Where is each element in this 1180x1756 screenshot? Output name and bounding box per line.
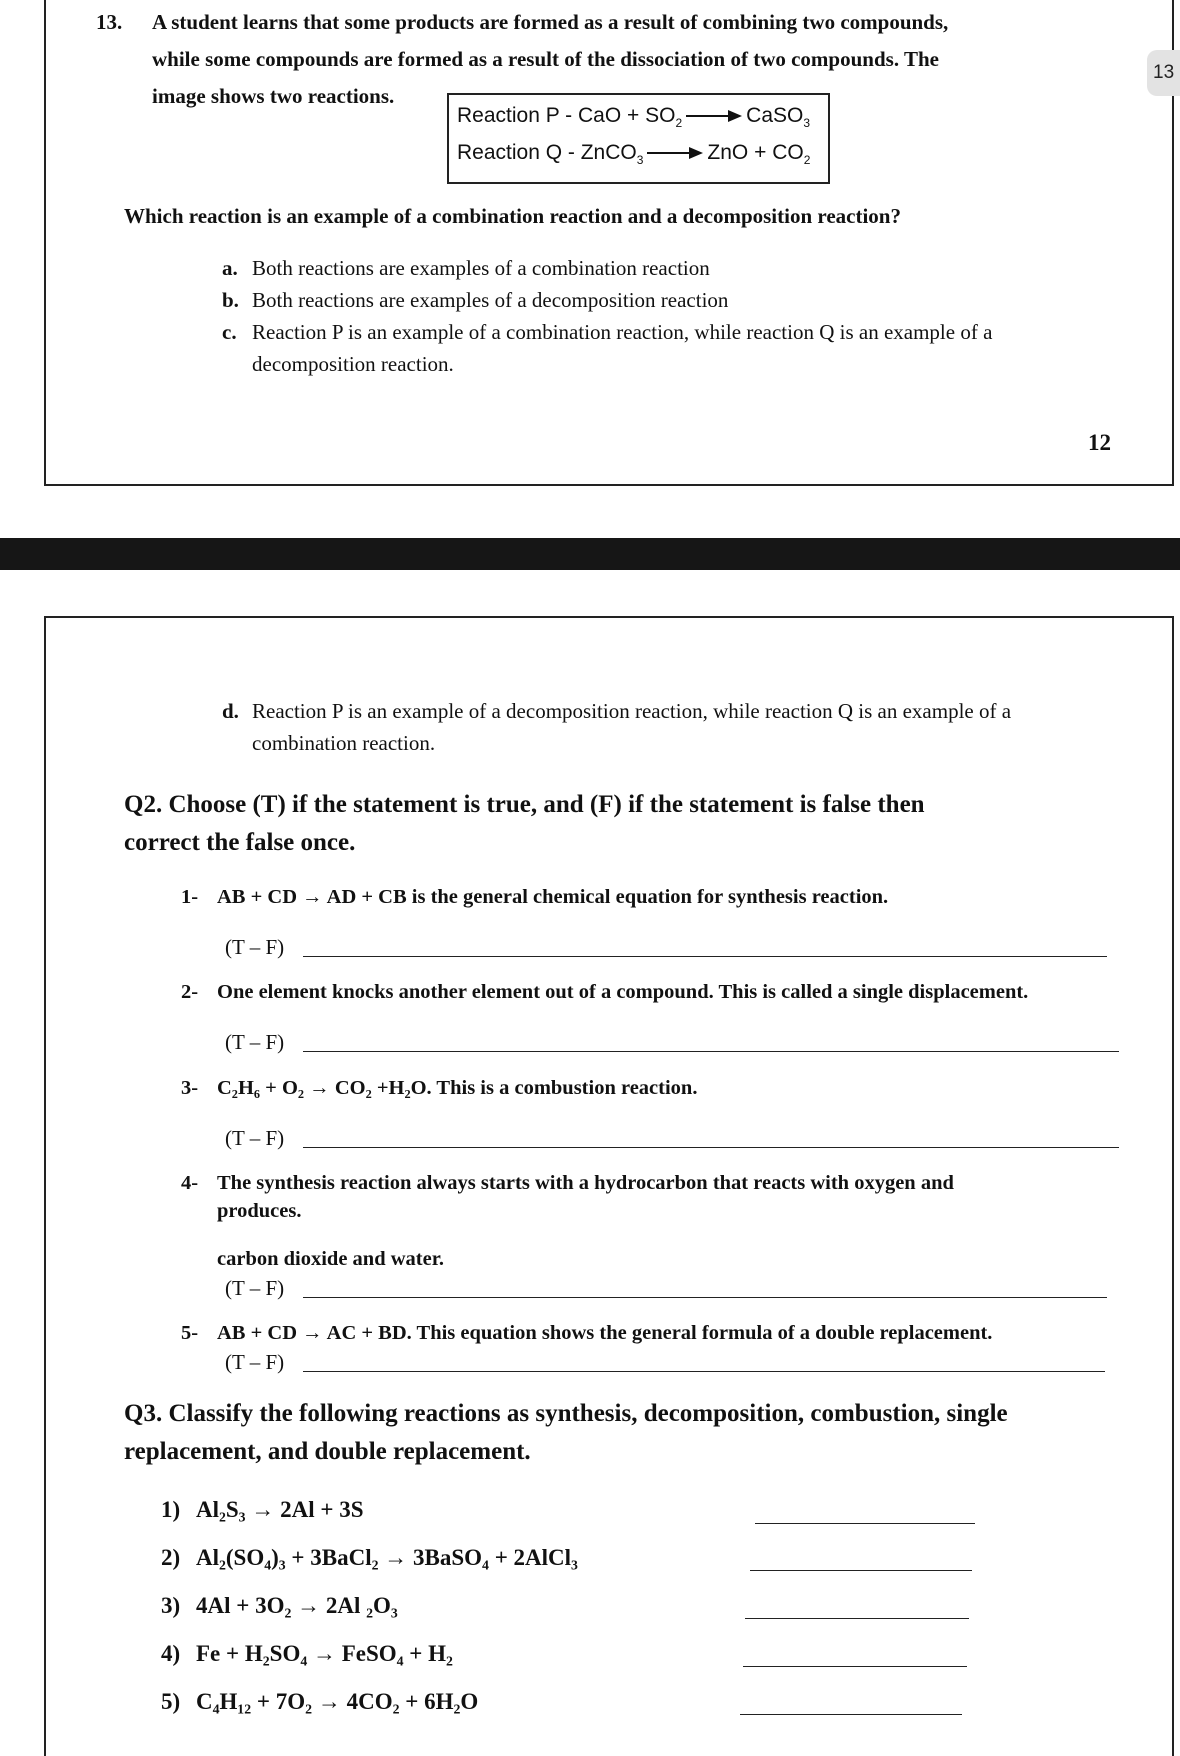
q3-heading: Q3. Classify the following reactions as synthesis, decomposition, combustion, single — [124, 1400, 1008, 1427]
reactions-box — [447, 93, 830, 184]
answer-line[interactable] — [743, 1666, 967, 1667]
reaction-equation: Al₂S₃ → 2Al + 3S — [196, 1497, 364, 1522]
q2-item-text: The synthesis reaction always starts with a hydrocarbon that reacts with oxygen and — [217, 1172, 954, 1194]
answer-line[interactable] — [303, 1371, 1105, 1372]
reaction-equation: C₄H₁₂ + 7O₂ → 4CO₂ + 6H₂O — [196, 1689, 479, 1714]
option-a-letter: a. — [222, 256, 238, 280]
option-b-letter: b. — [222, 288, 239, 312]
reaction-number: 4) — [161, 1641, 181, 1666]
answer-line[interactable] — [755, 1523, 975, 1524]
q2-item-text: One element knocks another element out of a compound. This is called a single displacement. — [217, 981, 1029, 1003]
q2-item-text: C₂H₆ + O₂ → CO₂ +H₂O. This is a combustion reaction. — [217, 1077, 698, 1099]
page-tab[interactable]: 13 — [1147, 50, 1180, 96]
q2-item-number: 5- — [181, 1322, 199, 1344]
q2-item-text-cont: carbon dioxide and water. — [217, 1248, 445, 1270]
option-c-text-cont[interactable]: decomposition reaction. — [252, 352, 454, 376]
answer-line[interactable] — [303, 1297, 1107, 1298]
q2-item-number: 2- — [181, 981, 199, 1003]
q2-item-text: AB + CD → AD + CB is the general chemical equation for synthesis reaction. — [217, 886, 889, 908]
answer-line[interactable] — [745, 1618, 969, 1619]
q2-item-number: 3- — [181, 1077, 199, 1099]
reaction-number: 3) — [161, 1593, 181, 1618]
option-d-letter: d. — [222, 699, 239, 723]
reaction-q: Reaction Q - ZnCO$_3$ ZnO + $CO_2$ — [457, 141, 811, 168]
reaction-equation: 4Al + 3O₂ → 2Al ₂O₃ — [196, 1593, 398, 1618]
question-text-line1: A student learns that some products are formed as a result of combining two compounds, — [152, 10, 949, 34]
option-d-text[interactable]: Reaction P is an example of a decomposition reaction, while reaction Q is an example of a — [252, 699, 1012, 723]
q2-item-number: 4- — [181, 1172, 199, 1194]
option-c-letter: c. — [222, 320, 237, 344]
question-number: 13. — [96, 10, 123, 34]
answer-line[interactable] — [303, 956, 1107, 957]
answer-line[interactable] — [740, 1714, 962, 1715]
q2-item-number: 1- — [181, 886, 199, 908]
page-separator — [0, 538, 1180, 570]
q2-item-text-cont: produces. — [217, 1200, 302, 1222]
q2-heading-cont: correct the false once. — [124, 829, 356, 856]
q3-heading-cont: replacement, and double replacement. — [124, 1438, 531, 1465]
arrow-icon — [686, 111, 742, 121]
tf-label: (T – F) — [225, 1126, 285, 1150]
question-prompt: Which reaction is an example of a combination reaction and a decomposition reaction? — [124, 204, 901, 228]
reaction-equation: Fe + H₂SO₄ → FeSO₄ + H₂ — [196, 1641, 453, 1666]
tf-label: (T – F) — [225, 935, 285, 959]
question-text-line3: image shows two reactions. — [152, 84, 395, 108]
tf-label: (T – F) — [225, 1030, 285, 1054]
option-d-text-cont[interactable]: combination reaction. — [252, 731, 436, 755]
q2-heading: Q2. Choose (T) if the statement is true, and (F) if the statement is false then — [124, 791, 925, 818]
option-c-text[interactable]: Reaction P is an example of a combination reaction, while reaction Q is an example of a — [252, 320, 993, 344]
tf-label: (T – F) — [225, 1276, 285, 1300]
page-number: 12 — [1088, 430, 1111, 455]
reaction-number: 2) — [161, 1545, 181, 1570]
question-text-line2: while some compounds are formed as a result of the dissociation of two compounds. The — [152, 47, 939, 71]
q2-item-text: AB + CD → AC + BD. This equation shows the general formula of a double replacement. — [217, 1322, 993, 1344]
question-13-box — [44, 0, 1174, 486]
option-b-text[interactable]: Both reactions are examples of a decomposition reaction — [252, 288, 729, 312]
reaction-equation: Al₂(SO₄)₃ + 3BaCl₂ → 3BaSO₄ + 2AlCl₃ — [196, 1545, 578, 1570]
reaction-number: 1) — [161, 1497, 181, 1522]
option-a-text[interactable]: Both reactions are examples of a combination reaction — [252, 256, 710, 280]
answer-line[interactable] — [303, 1147, 1119, 1148]
reaction-number: 5) — [161, 1689, 181, 1714]
reaction-p: Reaction P - CaO + $SO_2$ CaSO$_3$ — [457, 104, 811, 131]
answer-line[interactable] — [303, 1051, 1119, 1052]
answer-line[interactable] — [750, 1570, 972, 1571]
tf-label: (T – F) — [225, 1350, 285, 1374]
arrow-icon — [647, 148, 703, 158]
